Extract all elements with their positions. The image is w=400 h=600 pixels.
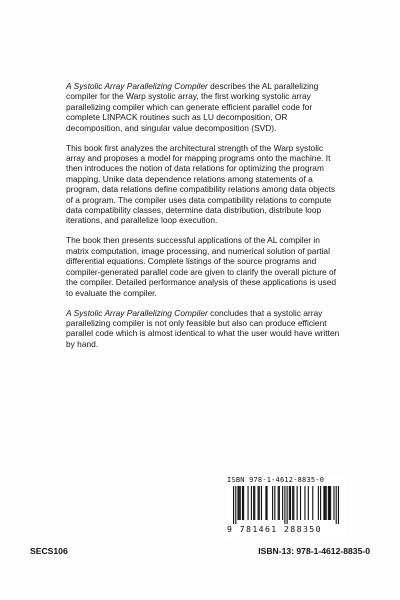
barcode-bar (293, 486, 294, 520)
barcode-bar (323, 486, 324, 520)
barcode-bar (242, 486, 243, 520)
barcode-bar (297, 486, 298, 520)
barcode-bar (237, 486, 238, 520)
barcode-bar (326, 486, 327, 520)
barcode-bar (239, 486, 240, 520)
barcode-bar (287, 486, 288, 524)
isbn-barcode (227, 476, 345, 538)
paragraph-1 (66, 81, 344, 133)
barcode-bar (290, 486, 291, 520)
barcode-bar (320, 486, 321, 520)
barcode-bar (258, 486, 259, 520)
barcode-digits: 9 781461 288350 (227, 524, 322, 534)
barcode-bar (292, 486, 293, 520)
paragraph-1-text: describes the AL parallelizing compiler for the Warp systolic array, the first working systolic array parallelizing compiler which can generate efficient parallel code for complete LINPACK routines such as LU decomposition, OR decomposition, and singular value decomposition (SVD). (66, 81, 319, 133)
barcode-bar (338, 486, 339, 524)
barcode-bar (318, 486, 319, 520)
book-title-mention: A Systolic Array Parallelizing Compiler (66, 81, 208, 91)
barcode-bar (328, 486, 329, 520)
barcode-bar (235, 486, 236, 524)
barcode-bar (324, 486, 325, 520)
barcode-bar (278, 486, 279, 520)
paragraph-3: The book then presents successful applications of the AL compiler in matrix computation, image processing, and numerical solution of partial differential equations. Complete listings of the source programs and compiler-generated parallel code are given to clarify the overall picture of the compiler. Detailed performance analysis of these applications is used to evaluate the compiler. (66, 235, 337, 298)
barcode-bar (274, 486, 275, 520)
barcode-bar (336, 486, 337, 524)
barcode-bar (265, 486, 266, 520)
barcode-bar (243, 486, 244, 520)
paragraph-4 (66, 308, 344, 350)
barcode-bar (251, 486, 252, 520)
book-title-mention: A Systolic Array Parallelizing Compiler (66, 307, 208, 318)
barcode-bar (284, 486, 285, 524)
description-text (66, 81, 344, 359)
barcode-bar (254, 486, 255, 520)
barcode-bar (330, 486, 331, 520)
barcode-bar (233, 486, 234, 524)
barcode-bar (329, 486, 330, 520)
barcode-bar (312, 486, 313, 520)
barcode-bars (231, 486, 341, 524)
barcode-bar (282, 486, 283, 520)
barcode-bar (333, 486, 334, 520)
barcode-bar (240, 486, 241, 520)
barcode-bar (248, 486, 249, 520)
barcode-bar (261, 486, 262, 520)
barcode-bar (266, 486, 267, 520)
isbn-13: ISBN-13: 978-1-4612-8835-0 (258, 546, 370, 556)
paragraph-4-text: concludes that a systolic array parallelizing compiler is not only feasible but also can produce efficient parallel code which is almost identical to what the user would have written by hand. (66, 307, 340, 349)
barcode-bar (259, 486, 260, 520)
barcode-bar (272, 486, 273, 520)
barcode-bar (300, 486, 301, 520)
barcode-bar (279, 486, 280, 520)
series-code: SECS106 (30, 546, 68, 556)
barcode-isbn-label: ISBN 978-1-4612-8835-0 (227, 476, 325, 484)
barcode-bar (289, 486, 290, 520)
paragraph-2: This book first analyzes the architectural strength of the Warp systolic array and proposes a model for mapping programs onto the machine. It then introduces the notion of data relations for optimizing the program mapping. Unike data dependence relations among statements of a program, data relations define compatibility relations among data objects of a program. The compiler uses data compatibility relations to compute data compatibility classes, determine data distribution, distribute loop iterations, and parallelize loop execution. (66, 142, 336, 226)
barcode-bar (253, 486, 254, 520)
barcode-bar (304, 486, 305, 520)
barcode-bar (308, 486, 309, 520)
